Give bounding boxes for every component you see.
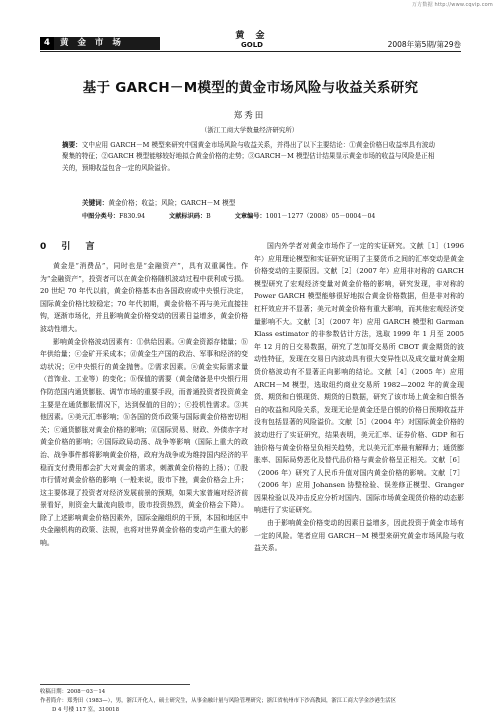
- right-column: [254, 240, 464, 555]
- keywords-label: 关键词：: [82, 199, 109, 207]
- abstract-text: 文中应用 GARCH－M 模型来研究中国黄金市场风险与收益关系，并得出了以下主要结论：①黄金价格日收益率具有波动聚集的特征；②GARCH 模型能够较好地拟合黄金价格的走势；③GARCH－M 模型估计结果显示黄金市场的收益与风险是正相关的，预期收益包含一定的风险溢价。: [62, 141, 436, 172]
- body-paragraph: 国内外学者对黄金市场作了一定的实证研究。文献［1］（1996 年）应用理论模型和实证研究证明了主要货币之间的汇率变动是黄金价格变动的主要原因。文献［2］（2007 年）应用非对称的 GARCH 模型研究了宏观经济变量对黄金价格的影响，研究发现，非对称的 Power GARCH 模型能够很好地拟合黄金价格数据，但是非对称的杠杆效应并不显著；美元对黄金价格有重大影响，而其他宏观经济变量影响不大。文献［3］（2007 年）应用 GARCH 模型和 Garman Klass estimator 的非参数估计方法，选取 1999 年 1 月至 2005 年 12 月的日交易数据，研究了芝加哥交易所 CBOT 黄金期货的波动性特征，发现在交易日内波动具有很大变异性以及成交量对黄金期货价格波动有不显著正向影响的结论。文献［4］（2005 年）应用 ARCH－M 模型，选取纽约商业交易所 1982—2002 年的黄金现货、期货和白银现货、期货的日数据，研究了该市场上黄金和白银各自的收益和风险关系，发现无论是黄金还是白银的价格日预期收益并没有包括显著的风险溢价。文献［5］（2004 年）对国际黄金价格的波动进行了实证研究，结果表明，美元汇率、证券价格、GDP 和石油价格与黄金价格呈负相关趋势，尤以美元汇率最有解释力；通货膨胀率、国际局势恶化及替代品价格与黄金价格呈正相关。文献［6］（2006 年）研究了人民币升值对国内黄金价格的影响。文献［7］（2006 年）应用 Johansen 协整检验、误差修正模型、Granger 因果检验以及冲击反应分析对国内、国际市场黄金现货价格的动态影响进行了实证研究。: [254, 242, 464, 515]
- author-name: 郑秀田: [233, 111, 266, 121]
- paper-title: 基于 GARCH－M模型的黄金市场风险与收益关系研究: [82, 80, 419, 96]
- abstract: [62, 140, 440, 174]
- abstract-label: 摘要：: [62, 141, 82, 149]
- footnote-author-info: 作者简介：郑秀田（1983—），男，浙江开化人，硕士研究生，从事金融计量与风险管理研究；浙江省杭州市下沙高教园，浙江工商大学金沙港生活区: [40, 698, 397, 704]
- header-divider: [40, 51, 461, 52]
- article-number: 文章编号：1001－1277（2008）05－0004－04: [234, 213, 376, 220]
- author-affiliation: （浙江工商大学数量经济研究所）: [200, 126, 299, 134]
- body-paragraph: 影响黄金价格波动因素有：①供给因素。ⓐ黄金资源存储量；ⓑ年供给量；ⓒ金矿开采成本；ⓓ黄金生产国的政治、军事和经济的变动状况；ⓔ中央银行的黄金抛售。②需求因素。ⓐ黄金实际需求量（首饰业、工业等）的变化；ⓑ保值的需要（黄金储备是中央银行用作防范国内通货膨胀、调节市场的重要手段，而普通投资者投资黄金主要是在通货膨胀情况下，达到保值的目的）；ⓒ投机性需求。③其他因素。ⓐ美元汇率影响；ⓑ各国的货币政策与国际黄金价格密切相关；ⓒ通货膨胀对黄金价格的影响；ⓓ国际贸易、财政、外债赤字对黄金价格的影响；ⓔ国际政局动荡、战争等影响（国际上重大的政治、战争事件都将影响黄金价格，政府为战争或为维持国内经济的平稳而支付费用都会扩大对黄金的需求，刺激黄金价格的上扬）；ⓕ股市行情对黄金价格的影响（一般来说，股市下挫，黄金价格会上升；这主要体现了投资者对经济发展前景的预期，如果大家普遍对经济前景看好，则资金大量流向股市，股市投资热烈，黄金价格会下降）。除了上述影响黄金价格因素外，国际金融组织的干预，本国和地区中央金融机构的政策、法规，也将对世界黄金价格的变动产生重大的影响。: [40, 337, 248, 548]
- section-name: 黄 金 市 场: [60, 38, 124, 48]
- section-heading: 0 引 言: [40, 242, 101, 252]
- doc-code: 文献标识码：B: [169, 213, 211, 220]
- body-paragraph: 由于影响黄金价格变动的因素日益增多，因此投资于黄金市场有一定的风险。笔者应用 GARCH－M 模型来研究黄金市场风险与收益关系。: [254, 519, 464, 553]
- journal-name-cn: 黄 金: [235, 31, 269, 41]
- clc-number: 中图分类号：F830.94: [82, 213, 146, 220]
- keywords: [82, 197, 235, 207]
- footnote-address: D 4 号楼 117 室，310018: [52, 707, 120, 713]
- body-paragraph: 黄金是“消费品”，同时也是“金融资产”，具有双重属性。作为“金融资产”，投资者可以在黄金价格随机波动过程中获利或亏损。20 世纪 70 年代以前，黄金价格基本由各国政府或中央银行决定，国际黄金价格比较稳定；70 年代初期，黄金价格不再与美元直接挂钩，逐渐市场化，并且影响黄金价格变动的因素日益增多，黄金价格波动性增大。: [40, 262, 248, 333]
- footnote-divider: [40, 684, 190, 685]
- issue-info: 2008年第5期/第29卷: [387, 40, 461, 49]
- journal-name-en: GOLD: [241, 41, 263, 49]
- watermark-stamp: 万方数据 http://www.cqvip.com: [411, 2, 493, 8]
- section-header-bar: [40, 37, 160, 50]
- keywords-text: 黄金价格；收益；风险；GARCH－M 模型: [108, 199, 236, 207]
- classification-meta: [82, 211, 397, 220]
- left-column: [40, 240, 248, 550]
- page-number: 4: [40, 37, 54, 50]
- journal-logo: [222, 31, 282, 50]
- footnote-received: 收稿日期：2008－03－14: [40, 689, 106, 695]
